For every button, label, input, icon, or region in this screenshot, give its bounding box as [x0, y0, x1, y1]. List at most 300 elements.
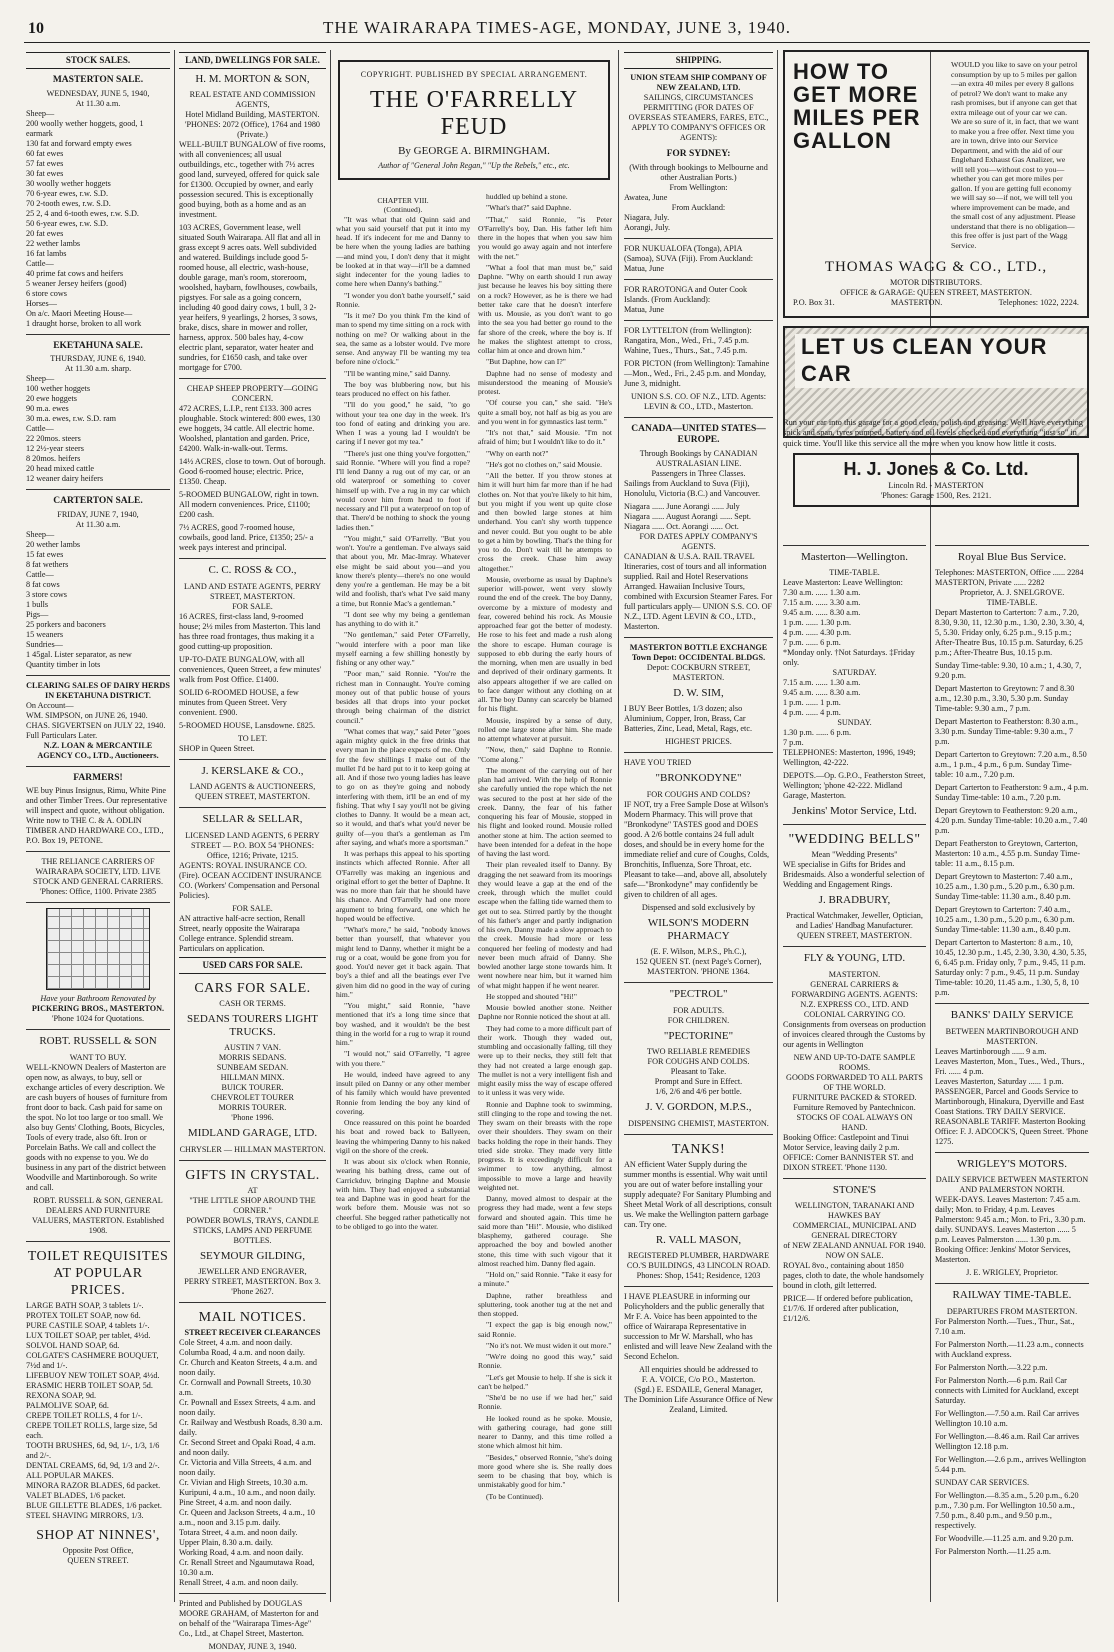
midland-heading: MIDLAND GARAGE, LTD.: [187, 1127, 318, 1140]
canada-heading: CANADA—UNITED STATES—EUROPE.: [631, 423, 766, 446]
list-item: Cr. Railway and Westbush Roads, 8.30 a.m. daily.: [179, 1418, 323, 1438]
list-item: He would, indeed have agreed to any insult piled on Danny or any other member of his family which would have prevented Ronnie from lending the boy any kind of covering.: [336, 1069, 470, 1116]
list-item: "Besides," observed Ronnie, "she's doing more good where she is. She really does seem to be chasing that boy, which is unmistakably good for him.": [478, 1452, 612, 1490]
list-item: 22 wether lambs: [26, 238, 81, 248]
list-item: Cr. Victoria and Villa Streets, 4 a.m. and noon daily.: [179, 1458, 312, 1478]
cheap-sheep-listings: [179, 404, 326, 553]
divider: [179, 807, 326, 808]
mw-sunday: SUNDAY.: [837, 718, 872, 728]
list-item: "Poor man," said Ronnie. "You're the richest man in Connaught. You're coming money out of that public house of yours besides all that drops into your pocket through being chairman of the district council.": [336, 669, 470, 725]
list-item: Pine Street, 4 a.m. and noon daily.: [179, 1498, 292, 1508]
ninnes-sub: Opposite Post Office,: [62, 1546, 134, 1555]
gifts-heading: GIFTS IN CRYSTAL.: [185, 1167, 320, 1183]
sellar-agents: AGENTS: ROYAL INSURANCE CO. (Fire). OCEAN ACCIDENT INSURANCE CO. (Workers' Compensation and Personal Policies).: [179, 860, 322, 900]
list-item: SOLID 6-ROOMED HOUSE, a few minutes from Queen Street. Very convenient. £900.: [179, 687, 299, 717]
jenkins-heading: Jenkins' Motor Service, Ltd.: [792, 805, 917, 818]
story-paragraphs-a: [336, 215, 470, 1232]
list-item: 5-ROOMED BUNGALOW, right in town. All modern conveniences. Price, £1100; £200 cash.: [179, 490, 319, 520]
list-item: It was about six o'clock when Ronnie, wearing his bathing dress, came out of Carrickduv, bringing Daphne and Mousie with him. They had enjoyed a substantial tea and Daphne was in good heart for the work before them. Mousie was not so cheerful. She begged rather pathetically not to be obliged to go into the water.: [336, 1157, 470, 1231]
gifts-shop: "THE LITTLE SHOP AROUND THE CORNER.": [189, 1195, 316, 1215]
list-item: huddled up behind a stone.: [486, 192, 568, 201]
toilet-requisites-list: [26, 1301, 170, 1521]
ross-for-sale: FOR SALE.: [232, 601, 273, 611]
section-heading: STOCK SALES.: [26, 52, 170, 69]
list-item: 103 ACRES, Government lease, well situated South Wairarapa. All flat and all in grass except 9 acres oats. Well subdivided and watered. Buildings include good 5-roomed house, all electric, wash-house, double garage, man's room, storeroom, woolshed, haybarn, fowlhouses, cowbails, pigstyes. For sale as a going concern, including 40 good dairy cows, 1 bull, 3 2-year heifers, 9 yearlings, 2 horses, 3 sows, brake, discs, share in mower and roller, harness, approx. 500 bales hay, 4-cow electric plant, separator, water heater and sundries, for £1650 cash, and take over mortgage for £700.: [179, 223, 321, 373]
wagg-footer: [793, 298, 1079, 308]
divider: [26, 1241, 170, 1242]
pectrol-for: FOR ADULTS.: [672, 1005, 725, 1015]
column-six: [783, 540, 926, 1602]
list-item: 7 p.m. ...... 6 p.m.: [783, 638, 841, 648]
divider: [26, 334, 170, 335]
list-item: 57 fat ewes: [26, 158, 64, 168]
masthead: [24, 14, 1090, 43]
bronkodyne-question: HAVE YOU TRIED: [624, 758, 692, 768]
divider: [624, 752, 773, 753]
divider: [26, 675, 170, 676]
divider: [783, 946, 926, 947]
from-wellington: From Wellington:: [669, 182, 728, 192]
divider: [179, 1160, 326, 1161]
list-item: "It was what that old Quinn said and what you said yourself that put it into my head. If it's indecent for me and Danny to be here when the young ladies are bathing—and mind you, I don't deny that it might be looked at in that way—it'll be a damned sight indecenter for the young ladies to come here when Danny's bathing.": [336, 214, 470, 289]
list-item: Cr. Queen and Jackson Streets, 4 a.m., 10 a.m., noon and 3.15 p.m. daily.: [179, 1508, 315, 1528]
list-item: For Woodville.—11.25 a.m. and 9.20 p.m.: [935, 1533, 1074, 1543]
list-item: For Palmerston North.—11.23 a.m., connects with Auckland express.: [935, 1339, 1084, 1359]
cars-types: SEDANS TOURERS LIGHT TRUCKS.: [187, 1012, 318, 1039]
divider: [624, 417, 773, 418]
list-item: 70 2-tooth ewes, r.w. S.D.: [26, 198, 111, 208]
list-item: SUNBEAM SEDAN.: [216, 1063, 289, 1073]
to-let-heading: TO LET.: [237, 733, 268, 743]
list-item: "I'll do you good," he said, "to go without your tea one day in the week. It's too fond of eating and drinking you are. When I was a young lad I wouldn't be caring if I never got my tea.": [336, 400, 470, 447]
morton-phone: 'PHONES: 2072 (Office), 1764 and 1980 (Private.): [184, 120, 321, 140]
list-item: On a/c. Maori Meeting House—: [26, 308, 133, 318]
mw-heading: Masterton—Wellington.: [801, 551, 908, 563]
list-item: He stopped and shouted "Hi!": [486, 991, 577, 1001]
canada-sailings: [624, 502, 773, 532]
divider: [26, 902, 170, 903]
list-item: He looked round as he spoke. Mousie, with gathering courage, had gone still nearer to Danny, and this time rolled a stone which almost hit him.: [478, 1413, 612, 1451]
to-let-line: SHOP in Queen Street.: [179, 743, 255, 753]
carterton-sale-title: CARTERTON SALE.: [53, 496, 143, 507]
eketahuna-sale-title: EKETAHUNA SALE.: [53, 340, 143, 351]
royal-blue-telephones: Telephones: MASTERTON, Office ...... 2284 MASTERTON, Private ...... 2282: [935, 568, 1084, 588]
list-item: 130 fat and forward empty ewes: [26, 138, 132, 148]
morton-address: Hotel Midland Building, MASTERTON.: [185, 110, 320, 120]
list-item: 20 wether lambs: [26, 539, 81, 549]
wagg-address: OFFICE & GARAGE: QUEEN STREET, MASTERTON.: [840, 288, 1032, 298]
cars-terms: CASH OR TERMS.: [219, 998, 286, 1008]
list-item: 16 ACRES, first-class land, 9-roomed house; 2½ miles from Masterton. This land has three road frontages, thus making it a good cutting-up proposition.: [179, 611, 321, 651]
sellar-heading: SELLAR & SELLAR,: [202, 813, 303, 826]
toilet-requisites-heading: TOILET REQUISITES AT POPULAR PRICES.: [27, 1248, 169, 1298]
picton-service: FOR PICTON (from Wellington): Tamahine—Mon., Wed., Fri., 2.45 p.m. and Monday, June 3, midnight.: [624, 358, 770, 388]
carterton-sale-time: At 11.30 a.m.: [75, 519, 121, 529]
mason-sub: REGISTERED PLUMBER, HARDWARE CO.'S BUILDINGS, 43 LINCOLN ROAD.: [626, 1251, 771, 1271]
divider: [624, 279, 773, 280]
chapter-heading: CHAPTER VIII.: [377, 196, 429, 205]
list-item: For Palmerston North.—11.25 a.m.: [935, 1546, 1051, 1556]
matua-row-1: Matua, June: [624, 263, 665, 273]
list-item: Cr. Vivian and High Streets, 10.30 a.m.: [179, 1478, 308, 1488]
list-item: (To be Continued).: [486, 1491, 544, 1501]
remedies-heading: TWO RELIABLE REMEDIES: [646, 1047, 751, 1057]
list-item: "What's that?" said Daphne.: [486, 203, 572, 213]
list-item: Kuripuni, 4 a.m., 10 a.m., and noon daily.: [179, 1488, 316, 1498]
bradbury-sub: Practical Watchmaker, Jeweller, Optician, and Ladies' Handbag Manufacturer.: [786, 911, 923, 931]
railway-sub: DEPARTURES FROM MASTERTON.: [946, 1306, 1078, 1316]
fly-young-heading: FLY & YOUNG, LTD.: [803, 952, 906, 965]
list-item: 22 20mos. steers: [26, 434, 81, 444]
masterton-sale-time: At 11.30 a.m.: [75, 98, 121, 108]
lyttelton-service: FOR LYTTELTON (from Wellington): Rangatira, Mon., Wed., Fri., 7.45 p.m. Wahine, Tues., Thurs., Sat., 7.45 p.m.: [624, 325, 752, 355]
canada-sub: Through Bookings by CANADIAN AUSTRALASIAN LINE.: [639, 448, 758, 468]
chapter-continued: (Continued).: [383, 205, 423, 215]
reliance-carriers: THE RELIANCE CARRIERS OF WAIRARAPA SOCIETY, LTD. LIVE STOCK AND GENERAL CARRIERS. 'Phones: Office, 1100. Private 2385: [32, 857, 164, 897]
gordon-heading: J. V. GORDON, M.P.S.,: [645, 1101, 752, 1114]
farmers-body: WE buy Pinus Insignus, Rimu, White Pine and other Timber Trees. Our representative will inspect and quote, without obligation. Write now to THE C. & A. ODLIN TIMBER AND HARDWARE CO., LTD., P.O. Box 19, PETONE.: [26, 786, 167, 846]
list-item: "Now, then," said Daphne to Ronnie. "Come along.": [478, 745, 612, 764]
cheap-sheep-heading: CHEAP SHEEP PROPERTY—GOING CONCERN.: [186, 384, 319, 404]
list-item: Depart Greytown to Carterton: 7.40 a.m., 10.25 a.m., 1.30 p.m., 5.20 p.m., 6.30 p.m. Sunday Time-table: 11.30 a.m., 8.40 p.m.: [935, 905, 1075, 935]
eketahuna-sale-time: At 11.30 a.m. sharp.: [64, 364, 132, 374]
bradbury-address: QUEEN STREET, MASTERTON.: [797, 931, 912, 941]
list-item: 6 store cows: [26, 288, 67, 298]
mail-notices-heading: MAIL NOTICES.: [198, 1310, 307, 1326]
banks-body: PASSENGER, Parcel and Goods Service to Martinborough, Hinakura, Dyerville and East Coast Stations. TRY DAILY SERVICE. REASONABLE TARIFF. Masterton Booking Office: F. J. ADCOCK'S, Queen Street. 'Phone 1275.: [935, 1086, 1089, 1146]
wedding-bells-heading: "WEDDING BELLS": [788, 831, 921, 847]
list-item: MORRIS SEDANS.: [218, 1053, 287, 1063]
wilson-sub: (E. F. Wilson, M.P.S., Ph.C.),: [650, 947, 747, 957]
clean-your-car-body: Run your car into this garage for a good clean, polish and greasing. We'll have everything spick and span, tyres pumped, battery and oil levels checked and everything "just so" in quick time. You'll like this service all the more when you know how little it costs.: [783, 418, 1083, 448]
list-item: STEEL SHAVING MIRRORS, 1/3.: [26, 1510, 144, 1520]
list-item: For Wellington.—8.35 a.m., 5.20 p.m., 6.20 p.m., 7.30 p.m. For Wellington 10.50 a.m., 7.50 p.m., 8.40 p.m., and 9.50 p.m., respectively.: [935, 1490, 1079, 1530]
list-item: "He's got no clothes on," said Mousie.: [486, 459, 602, 469]
remedies-for: FOR COUGHS AND COLDS.: [647, 1057, 750, 1067]
tanks-body: AN efficient Water Supply during the summer months is essential. Why wait until you are out of water before installing your supply adequate? For Sanitary Plumbing and Sheet Metal Work of all descriptions, consult us. We make the Wellington pattern garbage can. Try one.: [624, 1159, 772, 1229]
gifts-items: POWDER BOWLS, TRAYS, CANDLE STICKS, LAMPS AND PERFUME BOTTLES.: [186, 1215, 319, 1245]
list-item: Cr. Renall Street and Ngaumutawa Road, 10.30 a.m.: [179, 1558, 315, 1578]
divider: [624, 320, 773, 321]
voice-body: I HAVE PLEASURE in informing our Policyholders and the public generally that Mr F. A. Voice has been appointed to the office of Wairarapa Representative in succession to Mr W. Marshall, who has enlisted and will leave New Zealand with the Second Echelon.: [624, 1292, 773, 1362]
wedding-bells-body: WE specialise in Gifts for Brides and Bridesmaids. Also a wonderful selection of Wedding and Engagement Rings.: [783, 859, 925, 889]
clearing-sales-heading: CLEARING SALES OF DAIRY HERDS IN EKETAHUNA DISTRICT.: [26, 680, 170, 700]
canada-classes: Passengers in Three Classes.: [651, 468, 746, 478]
ninnes-street: QUEEN STREET.: [67, 1556, 129, 1565]
list-item: CHAS. SIGVERTSEN on JULY 22, 1940.: [26, 720, 166, 730]
list-item: 15 weaners: [26, 629, 64, 639]
masterton-sale-list: [26, 109, 170, 329]
list-item: Leaves Masterton, Mon., Tues., Wed., Thurs., Fri. ...... 4 p.m.: [935, 1056, 1085, 1076]
matua-row-2: Matua, June: [624, 304, 665, 314]
sellar-sub: LICENSED LAND AGENTS, 6 PERRY STREET — P.O. BOX 54 'PHONES: Office, 1216; Private, 1215.: [185, 830, 320, 860]
nukualofa-heading: FOR NUKUALOFA (Tonga), APIA (Samoa), SUVA (Fiji). From Auckland:: [624, 243, 754, 263]
jones-name: H. J. Jones & Co. Ltd.: [843, 458, 1029, 479]
story-paragraphs-b: [478, 192, 612, 1501]
bathroom-illustration: [46, 908, 150, 990]
divider: [26, 766, 170, 767]
carterton-sale-list: [26, 530, 170, 670]
divider: [179, 1302, 326, 1303]
wagg-sub: MOTOR DISTRIBUTORS.: [889, 278, 983, 288]
masterton-sale-title: MASTERTON SALE.: [52, 74, 144, 85]
fly-young-furniture: FURNITURE PACKED & STORED. Furniture Removed by Pantechnicon. STOCKS OF COAL ALWAYS ON HAND.: [792, 1092, 917, 1132]
list-item: Their plan revealed itself to Danny. By dragging the net seaward from its moorings they would leave a gap at the end of the creek, through which the mullet could escape when the falling tide warned them to get out to sea. Stirred partly by the thought of his father's anger and partly indignation of his own, Danny made a slow approach to the creek. Mousie had more or less conquered her feeling of modesty and had never been much afraid of Danny. She bowled another large stone towards him. It went nowhere near him, but it warned him of what might happen if he went nearer.: [478, 860, 612, 990]
list-item: Daphne had no sense of modesty and misunderstood the meaning of Mousie's protest.: [478, 368, 612, 396]
serial-author-note: Author of "General John Regan," "Up the Rebels," etc., etc.: [378, 161, 570, 170]
fly-young-body: Consignments from overseas on production of invoices cleared through the Customs by our agents in Wellington: [783, 1019, 926, 1049]
cars-heading: CARS FOR SALE.: [194, 980, 311, 996]
ross-sub: LAND AND ESTATE AGENTS, PERRY STREET, MASTERTON.: [184, 581, 321, 601]
list-item: For Palmerston North.—Tues., Thur., Sat., 7.10 a.m.: [935, 1316, 1075, 1336]
morton-heading: H. M. MORTON & SON,: [195, 72, 310, 85]
list-item: "All the better. If you throw stones at him it will hurt him far more than if he had clothes on. Not that you're likely to hit him, but you might if you went up quite close and then bowled large stones at him underhand. You can't shy worth tuppence and never could. But you ought to be able to get a him by bowling. That's the thing for you to do. Don't wait till he attempts to cross the creek. Chase him away altogether.": [478, 471, 612, 573]
divider: [179, 558, 326, 559]
story-column-a: [336, 196, 470, 1596]
morton-sub: REAL ESTATE AND COMMISSION AGENTS,: [189, 90, 316, 110]
divider: [624, 238, 773, 239]
list-item: Depart Masterton to Greytown: 7 and 8.30 a.m., 12.30 p.m., 3.30, 5.30 p.m. Sunday Time-table: 9.30 a.m., 7 p.m.: [935, 684, 1075, 714]
mw-depots: DEPOTS.—Op. G.P.O., Featherston Street, Wellington; 'phone 42-222. Midland Garage, Masterton.: [783, 771, 926, 801]
mw-saturday: SATURDAY.: [832, 668, 877, 678]
copyright-line: COPYRIGHT. PUBLISHED BY SPECIAL ARRANGEMENT.: [360, 70, 588, 79]
list-item: Daphne, rather breathless and spluttering, took another tug at the net and then stopped.: [478, 1290, 612, 1318]
stones-price: PRICE— If ordered before publication, £1/7/6. If ordered after publication, £1/12/6.: [783, 1294, 913, 1324]
voice-note: All enquiries should be addressed to: [639, 1365, 758, 1375]
list-item: For Palmerston North.—6 p.m. Rail Car connects with Limited for Auckland, except Saturday.: [935, 1375, 1079, 1405]
list-item: Ronnie and Daphne took to swimming, still clinging to the rope and towing the net. They swam on their breasts with the rope over their shoulders. They swam on their backs holding the rope in their hands. They tried side stroke. They made very little progress. It is exceedingly difficult for a swimmer to tow anything, almost impossible to move a large and heavily weighted net.: [478, 1099, 612, 1192]
list-item: VALET BLADES, 1/6 packet.: [26, 1490, 126, 1500]
divider: [935, 1283, 1089, 1284]
bronkodyne-name: "BRONKODYNE": [655, 772, 742, 785]
list-item: WM. SIMPSON, on JUNE 26, 1940.: [26, 710, 148, 720]
section-heading: USED CARS FOR SALE.: [179, 957, 326, 974]
niagara-rows: [624, 213, 773, 233]
list-item: 3 store cows: [26, 589, 67, 599]
stones-edition: of NEW ZEALAND ANNUAL FOR 1940.: [783, 1241, 926, 1251]
list-item: Leaves Martinborough ...... 9 a.m.: [935, 1046, 1047, 1056]
wedding-bells-sub: Mean "Wedding Presents": [811, 849, 898, 859]
mw-rows: [783, 588, 926, 648]
eketahuna-sale-date: THURSDAY, JUNE 6, 1940.: [50, 354, 146, 364]
bathroom-phone: 'Phone 1024 for Quotations.: [52, 1014, 144, 1024]
list-item: "You might," said Ronnie, "have mentioned that it's a long time since that boy washed, and it wouldn't be the best thing in the world for a rug to wrap it round him.": [336, 1001, 470, 1047]
list-item: Depart Greytown to Masterton: 7.40 a.m., 10.25 a.m., 1.30 p.m., 5.20 p.m., 6.30 p.m. Sunday Time-table: 11.30 a.m., 8.40 p.m.: [935, 872, 1075, 902]
list-item: 90 m.a. ewes: [26, 404, 69, 414]
divider: [624, 637, 773, 638]
clearing-sales-list: [26, 701, 170, 741]
usco-heading: UNION STEAM SHIP COMPANY OF NEW ZEALAND, LTD.: [630, 72, 767, 92]
mason-phone: Phones: Shop, 1541; Residence, 1203: [636, 1271, 761, 1281]
sellar-listing: AN attractive half-acre section, Renall Street, nearly opposite the Wairarapa College entrance. Splendid stream. Particulars on application.: [179, 913, 306, 953]
stones-sub: WELLINGTON, TARANAKI AND HAWKES BAY: [794, 1201, 915, 1221]
list-item: CHEVROLET TOURER: [210, 1093, 295, 1103]
bottle-exchange-depot: Depot: COCKBURN STREET, MASTERTON.: [646, 662, 751, 682]
serial-story-header: [336, 56, 612, 188]
farmers-heading: FARMERS!: [73, 772, 123, 783]
list-item: Depart Masterton to Featherston: 8.30 a.m., 3.30 p.m. Sunday Time-table: 9.30 a.m., 7 p.m.: [935, 717, 1079, 747]
list-item: "Let's get Mousie to help. If she is sick it can't be helped.": [478, 1372, 612, 1391]
carterton-sale-date: FRIDAY, JUNE 7, 1940,: [57, 509, 139, 519]
list-item: WELL-BUILT BUNGALOW of five rooms, with all conveniences; all usual outbuildings, etc., together with 7½ acres good land, surveyed, offered for quick sale for £1300. Occupied by owner, and early possession secured. This is exceptionally good buying, both as a home and as an investment.: [179, 140, 326, 220]
bottle-exchange-prices: HIGHEST PRICES.: [665, 737, 732, 747]
list-item: "Why on earth not?": [486, 448, 549, 458]
list-item: "What comes that way," said Peter "goes again mighty quick in the free drinks that every man in the place expects of me. Only for the few shillings I make out of the mullet I'd be hard put to it to keep going at all. And if those two young ladies has leave to go on as they're going and nobody interfering with them, it'll be an end of my fishing. That why I say you'll not be giving clothes to Danny. It would be a mean act, so it would, and that's what you'd never be guilty of—you that's a gentleman as I'm after saying, and what's more a sportsman.": [336, 726, 470, 847]
royal-blue-timetable: TIME-TABLE.: [986, 598, 1038, 608]
rarotonga-heading: FOR RAROTONGA and Outer Cook Islands. (From Auckland):: [624, 284, 748, 304]
printers-imprint: Printed and Published by DOUGLAS MOORE GRAHAM, of Masterton for and on behalf of the "Wairarapa Times-Age" Co., Ltd., at Chapel Street, Masterton.: [179, 1599, 319, 1639]
divider: [935, 545, 1089, 546]
mason-heading: R. VALL MASON,: [655, 1233, 742, 1246]
list-item: PROTEX TOILET SOAP, now 6d.: [26, 1310, 141, 1320]
stones-directory: COMMERCIAL, MUNICIPAL AND GENERAL DIRECTORY: [792, 1221, 917, 1241]
divider: [179, 1593, 326, 1594]
list-item: Depart Carterton to Featherston: 9 a.m., 4 p.m. Sunday Time-table: 10 a.m., 7.20 p.m.: [935, 783, 1089, 803]
clean-your-car-title: LET US CLEAN YOUR CAR: [795, 334, 1087, 388]
railway-heading: RAILWAY TIME-TABLE.: [952, 1289, 1072, 1302]
list-item: For Wellington.—2.6 p.m., arrives Wellington 5.44 p.m.: [935, 1454, 1086, 1474]
divider: [935, 1152, 1089, 1153]
list-item: For Wellington.—7.50 a.m. Rail Car arrives Wellington 10.10 a.m.: [935, 1408, 1080, 1428]
list-item: Renall Street, 4 a.m. and noon daily.: [179, 1578, 299, 1588]
fly-young-office: Booking Office: Castlepoint and Tinui Motor Service, leaving daily 2 p.m. OFFICE: Corner BANNISTER ST. and DIXON STREET. 'Phone 1130.: [783, 1132, 914, 1172]
royal-blue-proprietor: Proprietor, A. J. SNELGROVE.: [959, 588, 1065, 598]
list-item: Danny, moved almost to despair at the progress they had made, went a few steps forward and shouted again. This time he said more than "Hi!". Mousie, who disliked blasphemy, gathered courage. She approached the boy and bowled another stone, this time with such vigour that it almost reached him. Danny fled again.: [478, 1194, 612, 1268]
nz-loan-footer: N.Z. LOAN & MERCANTILE AGENCY CO., LTD., Auctioneers.: [37, 740, 159, 760]
fly-young-samples: NEW AND UP-TO-DATE SAMPLE ROOMS.: [793, 1052, 916, 1072]
wrigley-heading: WRIGLEY'S MOTORS.: [957, 1157, 1067, 1170]
list-item: MORRIS TOURER.: [218, 1103, 287, 1113]
list-item: 30 fat ewes: [26, 168, 64, 178]
list-item: 30 woolly wether hoggets: [26, 178, 111, 188]
canada-dates: FOR DATES APPLY COMPANY'S AGENTS.: [639, 531, 758, 551]
wrigley-body: WEEK-DAYS. Leaves Masterton: 7.45 a.m. daily; Mon. to Friday, 4 p.m. Leaves Palmerston: 9.45 a.m.; Mon. to Fri., 3.30 p.m. daily. SUNDAYS. Leaves Masterton ...... 5 p.m. Leaves Palmerston ...... 1.30 p.m. Booking Office: Jenkins' Motor Services, Masterton.: [935, 1195, 1086, 1265]
pectorine-name: "PECTORINE": [663, 1029, 734, 1042]
list-item: Niagara ...... June Aorangi ...... July: [624, 501, 740, 511]
canada-note: Sailings from Auckland to Suva (Fiji), Honolulu, Victoria (B.C.) and Vancouver.: [624, 478, 761, 498]
midland-sub: CHRYSLER — HILLMAN MASTERTON.: [179, 1144, 326, 1154]
list-item: 30 m.a. ewes, r.w. S.D. ram: [26, 414, 116, 424]
list-item: 4 p.m. ...... 4 p.m.: [783, 708, 841, 718]
list-item: 12 weaner dairy heifers: [26, 474, 104, 484]
column-rule: [618, 50, 619, 1602]
awatea-row: Awatea, June: [624, 192, 668, 202]
cpr-rail-travel: CANADIAN & U.S.A. RAIL TRAVEL Itineraries, cost of tours and all information supplied. Rail and Hotel Reservations Arranged. Hawaiian Inclusive Tours, combined with Excursion Steamer Fares. For full particulars apply— UNION S.S. CO. OF N.Z., LTD. Agent LEVIN & CO., LTD., Masterton.: [624, 551, 773, 631]
mail-notices-sub: STREET RECEIVER CLEARANCES: [184, 1328, 321, 1338]
wilson-address: 152 QUEEN ST. (next Page's Corner), MASTERTON. 'PHONE 1364.: [635, 957, 762, 977]
column-rule: [174, 50, 175, 1602]
page-number: 10: [28, 20, 44, 37]
list-item: 100 wether hoggets: [26, 384, 91, 394]
divider: [624, 1286, 773, 1287]
list-item: Depart Carterton to Masterton: 8 a.m., 10, 10.45, 12.30 p.m., 1.45, 2.30, 3.30, 4.30, 5.35, 6, 6.45 p.m. Friday only, 7 p.m., 9.45, 11 p.m. Saturday only: 7 p.m., 9.45, 11 p.m. Sunday Time-table: 10.20, 11.45 a.m., 1.30, 5, 8, 10 p.m.: [935, 938, 1087, 998]
list-item: "I wonder you don't bathe yourself," said Ronnie.: [336, 290, 470, 309]
list-item: Totara Street, 4 a.m. and noon daily.: [179, 1528, 298, 1538]
divider: [26, 1029, 170, 1030]
list-item: 1 draught horse, broken to all work: [26, 318, 142, 328]
banks-sub: BETWEEN MARTINBOROUGH AND MASTERTON.: [945, 1026, 1079, 1046]
gilding-address: PERRY STREET, MASTERTON. Box 3. 'Phone 2627.: [184, 1277, 321, 1297]
list-item: Horses—: [26, 298, 57, 308]
list-item: 14½ ACRES, close to town. Out of borough. Good 6-roomed house; electric. Price, £1350. Cheap.: [179, 457, 326, 487]
list-item: "I expect the gap is big enough now," said Ronnie.: [478, 1320, 612, 1339]
divider: [783, 1178, 926, 1179]
list-item: 70 6-year ewes, r.w. S.D.: [26, 188, 109, 198]
jones-ad: [783, 418, 1089, 538]
bronkodyne-body: IF NOT, try a Free Sample Dose at Wilson's Modern Pharmacy. This will prove that "Bronkodyne" TASTES good and DOES good. A 2/6 bottle contains 24 full adult doses, and should be in every home for the immediate relief and cure of Coughs, Colds, Bronchitis, Influenza, Sore Throat, etc. Pleasant to take—and, above all, absolutely safe—"Bronkodyne" may confidently be given to children of all ages.: [624, 799, 770, 899]
list-item: Cattle—: [26, 569, 54, 579]
list-item: "I'll be wanting mine," said Danny.: [344, 368, 451, 378]
list-item: Depart Featherston to Greytown, Carterton, Masterton: 10 a.m., 4.55 p.m. Sunday Time-table: 11 a.m., 8.15 p.m.: [935, 839, 1081, 869]
from-auckland: From Auckland:: [671, 202, 726, 212]
royal-blue-heading: Royal Blue Bus Service.: [957, 551, 1067, 563]
serial-title-box: [338, 60, 610, 180]
list-item: MINORA RAZOR BLADES, 6d packet.: [26, 1480, 161, 1490]
wilson-note: Dispensed and sold exclusively by: [641, 902, 756, 912]
stones-heading: STONE'S: [832, 1183, 877, 1196]
list-item: They had come to a more difficult part of their work. Though they waded out, stumbling and occasionally falling, till they were up to their necks, they still felt that they had not created a large enough gap. The mullet is not a very intelligent fish and might easily miss the way of escape offered to it unless it was very wide.: [478, 1023, 612, 1098]
bottle-exchange-heading: MASTERTON BOTTLE EXCHANGE Town Depot: OCCIDENTAL BLDGS.: [629, 642, 768, 662]
list-item: Sunday Time-table: 9.30, 10 a.m.; 1, 4.30, 7, 9.20 p.m.: [935, 661, 1082, 681]
fly-young-agents: GENERAL CARRIERS & FORWARDING AGENTS. AGENTS: N.Z. EXPRESS CO., LTD. AND COLONIAL CARRYING CO.: [791, 979, 918, 1019]
list-item: Cole Street, 4 a.m. and noon daily.: [179, 1338, 293, 1348]
royal-blue-lines: [935, 608, 1089, 998]
gilding-heading: SEYMOUR GILDING,: [199, 1249, 306, 1262]
kerslake-sub: LAND AGENTS & AUCTIONEERS, QUEEN STREET, MASTERTON.: [189, 782, 316, 802]
list-item: "We're doing no good this way," said Ronnie.: [478, 1352, 612, 1371]
list-item: Niagara ...... August Aorangi ...... Sept.: [624, 511, 751, 521]
list-item: 9.45 a.m. ...... 8.30 a.m.: [783, 608, 861, 618]
mw-note: *Monday only. †Not Saturdays. ‡Friday only.: [783, 648, 915, 668]
list-item: 5 weaner Jersey heifers (good): [26, 278, 127, 288]
remedies-price: 1/6, 2/6 and 4/6 per bottle.: [655, 1087, 742, 1097]
remedies-prompt: Prompt and Sure in Effect.: [654, 1077, 743, 1087]
bradbury-heading: J. BRADBURY,: [818, 893, 891, 906]
list-item: 7.15 a.m. ...... 3.30 a.m.: [783, 598, 861, 608]
list-item: Upper Plain, 8.30 a.m. daily.: [179, 1538, 273, 1548]
wagg-phone: Telephones: 1022, 2224.: [998, 298, 1079, 308]
mw-timetable: TIME-TABLE.: [829, 568, 880, 578]
wagg-box: P.O. Box 31.: [793, 298, 835, 308]
column-land-dwellings: [179, 50, 326, 1652]
list-item: BLUE GILLETTE BLADES, 1/6 packet.: [26, 1500, 162, 1510]
list-item: Leaves Masterton, Saturday ...... 1 p.m.: [935, 1076, 1064, 1086]
sellar-for-sale: FOR SALE.: [232, 903, 273, 913]
list-item: "No gentleman," said Peter O'Farrelly, "would interfere with a poor man like myself earning a few shilling honestly by fishing or any other way.": [336, 630, 470, 667]
wagg-heading: THOMAS WAGG & CO., LTD.,: [824, 259, 1048, 275]
list-item: For Wellington.—8.46 a.m. Rail Car arrives Wellington 12.18 p.m.: [935, 1431, 1080, 1451]
list-item: 7 p.m.: [783, 738, 804, 748]
wagg-town: MASTERTON.: [890, 298, 943, 308]
gilding-sub: JEWELLER AND ENGRAVER,: [198, 1267, 307, 1277]
russell-body: WELL-KNOWN Dealers of Masterton are open now, as always, to buy, sell or exchange articles of every description. We are cash buyers of houses of furniture from front door to back. Cash paid for same on the spot. No lot too large or too small. We also buy Gents' Clothing, Boots, Bicycles, Tools of every trade, also 6ft. Iron or Porcelain Baths. We call and collect the goods with no expense to you. We do business in any part of the district between Woodville and Martinborough. So write and call.: [26, 1062, 168, 1192]
list-item: Cr. Second Street and Opaki Road, 4 a.m. and noon daily.: [179, 1438, 316, 1458]
banks-rows: [935, 1047, 1089, 1087]
list-item: 1 p.m. ...... 1 p.m.: [783, 698, 841, 708]
list-item: Pigs—: [26, 609, 49, 619]
list-item: UP-TO-DATE BUNGALOW, with all conveniences, Queen Street, a few minutes' walk from Post Office. £1400.: [179, 654, 322, 684]
list-item: 4 p.m. ...... 4.30 p.m.: [783, 628, 852, 638]
column-rule: [777, 50, 778, 1602]
voice-company: The Dominion Life Assurance Office of New Zealand, Limited.: [624, 1395, 773, 1415]
bottle-exchange-body: I BUY Beer Bottles, 1/3 dozen; also Aluminium, Copper, Iron, Brass, Car Batteries, Zinc, Lead, Metal, Rags, etc.: [624, 704, 752, 734]
bronkodyne-for: FOR COUGHS AND COLDS?: [646, 789, 751, 799]
list-item: 40 prime fat cows and heifers: [26, 268, 124, 278]
russell-subheading: WANT TO BUY.: [69, 1052, 127, 1062]
list-item: "What's more," he said, "nobody knows better than yourself, that whatever you might lend to Danny, whether it might be a rug or a coat, would be gone from you for good. You'd never get it back again. That boy's a thief and all the beatings ever I've given him did no good in the way of curing him.": [336, 925, 470, 999]
sydney-note: (With through bookings to Melbourne and other Australian Ports.): [629, 162, 768, 182]
divider: [26, 851, 170, 852]
